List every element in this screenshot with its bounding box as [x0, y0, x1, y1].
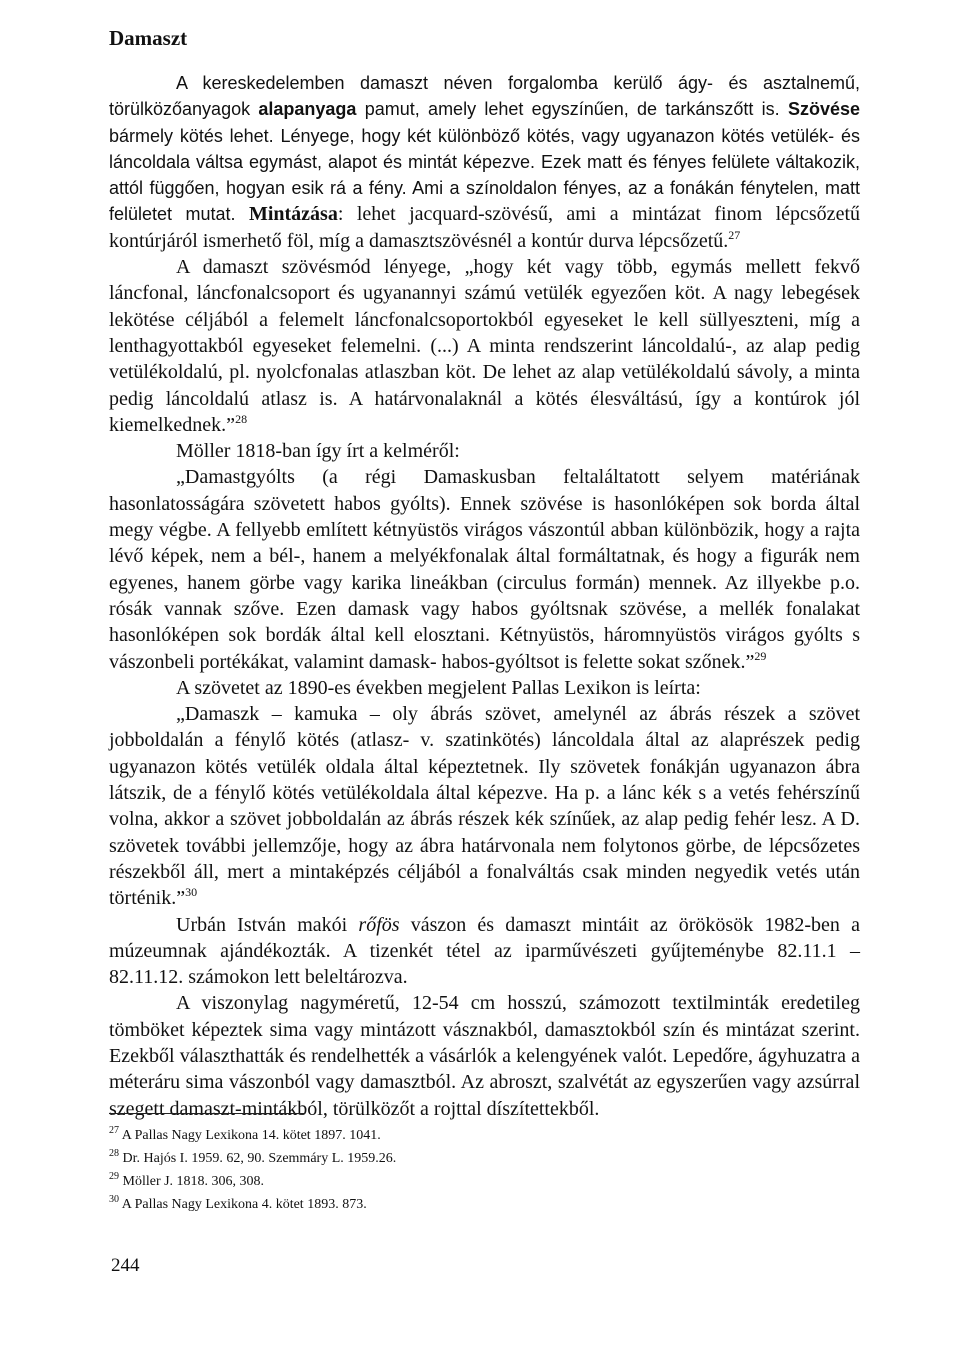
footnote-text: A Pallas Nagy Lexikona 4. kötet 1893. 873.: [121, 1197, 367, 1212]
para7-term-rofos: rőfös: [358, 913, 400, 936]
paragraph-5: A szövetet az 1890-es években megjelent Pallas Lexikon is leírta:: [176, 676, 701, 699]
footnote-number: 27: [109, 1125, 119, 1136]
paragraph-7: [109, 912, 860, 991]
paragraph-1: [109, 70, 860, 254]
paragraph-3: Möller 1818-ban így írt a kelméről:: [176, 440, 460, 463]
footnote-number: 28: [109, 1148, 119, 1159]
footnote-item: [109, 1147, 709, 1170]
para6-text: „Damaszk – kamuka – oly ábrás szövet, amelynél az ábrás részek a szövet jobboldalán a fénylő kötés (atlasz- v. szatinkötés) láncoldala által az alaprészek pedig ugyanazon kötés vetülék oldala által képeztetnek. Ily szövetek fonákján ugyanazon ábra látszik, de a fénylő kötés vetülékoldala által képezve. Ha p. a lánc kék s a vetés fehérszínű volna, akkor a szövet jobboldalán az ábrás részek kék színűek, az alap pedig fehér lesz. A D. szövetek további jellemzője, hogy az ábra határvonala nem folytonos görbe, de lépcsőzetes részekből áll, mert a mintaképzés céljából a fonalváltás csak minden negyedik vetés után történik.”: [109, 703, 860, 910]
footnote-item: [109, 1124, 709, 1147]
footnote-number: 29: [109, 1171, 119, 1182]
footnote-text: Dr. Hajós I. 1959. 62, 90. Szemmáry L. 1959.26.: [122, 1151, 397, 1166]
footnote-ref-30: 30: [185, 885, 198, 900]
footnotes: [109, 1124, 709, 1216]
footnote-ref-29: 29: [754, 648, 767, 663]
footnote-ref-27: 27: [728, 227, 741, 242]
paragraph-2: [109, 254, 860, 438]
footnote-number: 30: [109, 1194, 119, 1205]
para7-text-a: Urbán István makói: [176, 913, 359, 936]
para1-text-g: : lehet jacquard-szövésű, ami a mintázat finom lépcsőzetű kontúrjáról ismerhető föl, míg a damasztszövésnél a kontúr durva lépcsőzetű.: [109, 203, 860, 252]
footnote-text: Möller J. 1818. 306, 308.: [122, 1174, 265, 1189]
main-text: [109, 70, 860, 1122]
para1-text-a: A kereskedelemben damaszt néven forgalomba kerülő ágy- és asztalnemű, törülközőanyagok: [109, 73, 860, 120]
para1-term-alapanyaga: alapanyaga: [258, 99, 357, 120]
para1-term-szovese: Szövése: [787, 99, 861, 120]
para1-term-mintazasa: Mintázása: [248, 203, 338, 226]
para4-text: „Damastgyólts (a régi Damaskusban feltaláltatott selyem matériának hasonlatosságára szövetett habos gyólts). Ennek szövése is hasonlóképen sok borda által megy végbe. A fellyebb említett kétnyüstös virágos vászontúl abban különbözik, hogy a rajta lévő képek, nem a bél-, hanem a melyékfonalak által formáltatnak, és hogy a figurák nem egyenes, hanem görbe vagy karika lineákban (circulus formán) mennek. Az illyekbe p.o. rósák vannak szőve. Ezen damask vagy habos gyóltsnak szövése, a mellék fonalakat hasonlóképen sok bordák által kell elosztani. Kétnyüstös, háromnyüstös virágos gyólts s vászonbeli portékákat, valamint damask- habos-gyóltsot is felette sokat szőnek.”: [109, 466, 860, 673]
para7-text-c: vászon és damaszt mintáit az örökösök 1982-ben a múzeumnak ajándékozták. A tizenkét tétel az iparművészeti gyűjteménybe 82.11.1 – 82.11.12. számokon lett beleltározva.: [109, 913, 860, 989]
paragraph-4-quote: [109, 464, 860, 674]
paragraph-6-quote: [109, 701, 860, 911]
para1-text-c: pamut, amely lehet egyszínűen, de tarkánszőtt is.: [356, 99, 788, 120]
footnote-item: [109, 1170, 709, 1193]
page-number: 244: [111, 1255, 140, 1276]
page-title: Damaszt: [109, 26, 188, 50]
para1-text-e: bármely kötés lehet. Lényege, hogy két különböző kötés, vagy ugyanazon kötés vetülék- és láncoldala váltsa egymást, alapot és mintát képezve. Ezek matt és fényes felülete váltakozik, attól függően, hogyan esik rá a fény. Ami a színoldalon fényes, az a fonákán fénytelen, matt felületet mutat.: [109, 125, 860, 225]
paragraph-8: A viszonylag nagyméretű, 12-54 cm hosszú, számozott textilminták eredetileg tömböket képeztek sima vagy mintázott vásznakból, damasztokból szín és mintázat szerint. Ezekből választhatták és rendelhették a vásárlók a kelengyének valót. Lepedőre, ágyhuzatra a méteráru sima vászonból vagy damasztból. Az abroszt, szalvétát az egyszerűen vagy azsúrral szegett damaszt-mintákból, törülközőt a rojttal díszítettekből.: [109, 992, 860, 1120]
footnote-text: A Pallas Nagy Lexikona 14. kötet 1897. 1041.: [121, 1128, 381, 1143]
footnote-ref-28: 28: [235, 411, 248, 426]
para2-text: A damaszt szövésmód lényege, „hogy két vagy több, egymás mellett fekvő láncfonal, láncfonalcsoport és ugyanannyi számú vetülék egyezően köt. A nagy lebegések lekötése céljából a felemelt láncfonalcsoportokból egyeseket le kell süllyeszteni, míg a lenthagyottakból egyeseket felemelni. (...) A minta rendszerint láncoldalú-, az alap pedig vetülékoldalú, pl. nyolcfonalas atlaszban köt. De lehet az alap vetülékoldalú sávoly, a minta pedig láncoldalú atlasz is. A határvonalaknál a kötés élesváltású, így a kontúrok jól kiemelkednek.”: [109, 256, 860, 436]
footnote-divider: [109, 1113, 305, 1114]
footnote-item: [109, 1193, 709, 1216]
